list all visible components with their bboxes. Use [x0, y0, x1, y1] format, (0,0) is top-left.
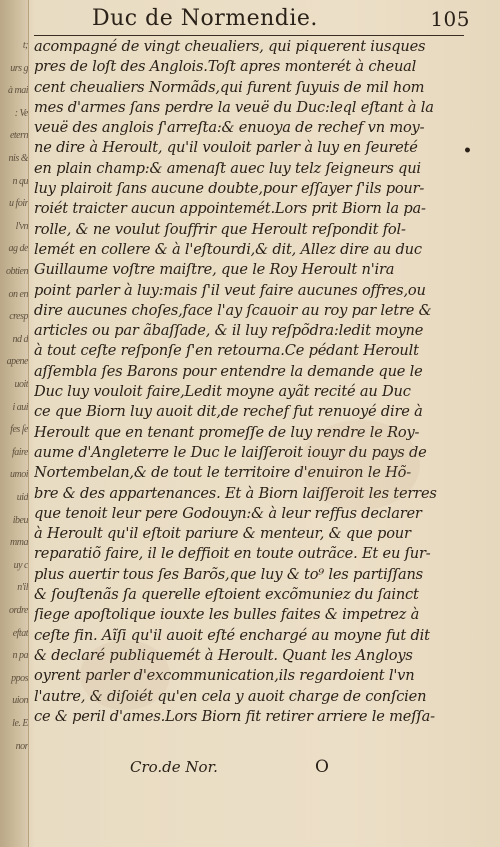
text-line: que tenoit leur pere Godouyn:& à leur reffus declarer [34, 504, 422, 522]
facing-page-fragment: etern [9, 130, 28, 142]
marginal-mark: • [463, 143, 472, 159]
facing-page-fragment: à mai [8, 85, 28, 97]
text-line: aume d'Angleterre le Duc le laiſſeroit iouyr du pays de [34, 443, 427, 461]
facing-page-fragment: : Ve [14, 107, 28, 119]
facing-page-fragment: uid [16, 492, 28, 503]
text-line: à Heroult qu'il eſtoit pariure & menteur, & que pour [34, 525, 411, 543]
text-line: Heroult que en tenant promeſſe de luy rendre le Roy- [34, 423, 420, 441]
text-line: ne dire à Heroult, qu'il vouloit parler à luy en ſeureté [34, 139, 418, 157]
text-line: rolle, & ne voulut ſouffrir que Heroult reſpondit fol- [34, 220, 406, 238]
text-line: reparatiõ faire, il le deffioit en toute outrãce. Et eu ſur- [34, 545, 431, 563]
text-line: bre & des appartenances. Et à Biorn laiſſeroit les terres [34, 484, 437, 502]
text-line: oyrent parler d'excommunication,ils regardoient l'vn [34, 667, 415, 685]
facing-page-fragment: le. E [12, 718, 28, 729]
text-line: Nortembelan,& de tout le territoire d'enuiron le Hõ- [34, 464, 411, 482]
text-line: ce que Biorn luy auoit dit,de rechef fut renuoyé dire à [34, 403, 423, 421]
body-text [34, 37, 444, 727]
facing-page-fragment: l'vn [15, 220, 28, 232]
facing-page-fragment: ag de [8, 243, 28, 255]
text-line: l'autre, & diſoiét qu'en cela y auoit charge de conſcien [34, 687, 427, 705]
facing-page-fragment: umoi [10, 469, 28, 481]
text-line: à tout ceſte reſponſe ſ'en retourna.Ce pédant Heroult [34, 342, 419, 360]
facing-page-fragment: eftat [12, 627, 28, 639]
text-line: Guillaume voſtre maiſtre, que le Roy Heroult n'ira [34, 261, 395, 279]
facing-page-fragment: n'il [17, 582, 28, 594]
facing-page-fragment: apene [6, 356, 28, 368]
facing-page-fragment: ordre [9, 605, 28, 616]
text-line: veuë des anglois ſ'arreſta:& enuoya de rechef vn moy- [34, 119, 425, 137]
facing-page-fragment: n pa [12, 650, 28, 662]
header-rule [34, 35, 464, 36]
facing-page-fragment: mma [10, 537, 28, 549]
facing-page-fragment: uion [12, 695, 28, 707]
facing-page-fragment: uoit [14, 379, 28, 390]
text-line: Duc luy vouloit faire,Ledit moyne ayãt recité au Duc [34, 383, 411, 401]
facing-page-fragment: t; [22, 40, 28, 51]
text-line: en plain champ:& amenaſt auec luy telz ſeigneurs qui [34, 159, 421, 177]
running-head-title: Duc de Normendie. [92, 6, 318, 31]
text-line: mes d'armes ſans perdre la veuë du Duc:leql eſtant à la [34, 98, 434, 116]
text-line: ceſte fin. Aĩſi qu'il auoit eſté enchargé au moyne fut dit [34, 626, 430, 644]
facing-page-fragment: uy c [13, 559, 28, 571]
facing-page-fragment: obtien [6, 266, 28, 277]
facing-page-fragment: cresp [9, 311, 28, 323]
facing-page-fragment: nd d [12, 333, 28, 345]
catchword-signature: Cro.de Nor. [130, 758, 218, 776]
facing-page-fragment: nor [15, 740, 28, 752]
text-line: luy plairoit ſans aucune doubte,pour eſſayer ſ'ils pour- [34, 180, 425, 198]
text-line: lemét en collere & à l'eſtourdi,& dit, Allez dire au duc [34, 240, 422, 258]
facing-page-fragment: ibeu [12, 514, 28, 526]
running-head [50, 6, 470, 32]
facing-page-fragment: on en [8, 288, 28, 300]
facing-page-fragment: u foir [9, 198, 28, 210]
text-line: aſſembla ſes Barons pour entendre la demande que le [34, 362, 423, 380]
text-line: plus auertir tous ſes Barõs,que luy & to⁹ les partiſſans [34, 565, 423, 583]
facing-page-fragment: urs g [10, 62, 28, 74]
paper-stain [300, 420, 420, 510]
facing-page-fragment: i aui [12, 401, 28, 413]
text-line: cent cheualiers Normãds,qui furent ſuyuis de mil hom [34, 78, 425, 96]
facing-page-fragment: fes ſe [10, 424, 28, 436]
text-line: roiét traicter aucun appointemét.Lors prit Biorn la pa- [34, 200, 426, 218]
signature-mark: O [315, 757, 329, 777]
text-line: & declaré publiquemét à Heroult. Quant les Angloys [34, 646, 413, 664]
facing-page-fragment: ppos [11, 672, 28, 684]
facing-page-fragment: faire [11, 446, 28, 458]
facing-page-fragment: nis & [8, 153, 28, 164]
text-line: dire aucunes choſes,face l'ay ſcauoir au roy par letre & [34, 301, 432, 319]
text-line: point parler à luy:mais ſ'il veut faire aucunes offres,ou [34, 281, 426, 299]
text-line: articles ou par ãbaſſade, & il luy reſpõdra:ledit moyne [34, 322, 424, 340]
paper-stain [80, 640, 170, 710]
facing-page-fragment: n qu [12, 175, 28, 187]
text-line: acompagné de vingt cheualiers, qui piquerent iusques [34, 38, 426, 55]
facing-page-edge [0, 0, 29, 847]
text-line: & ſouſtenãs ſa querelle eſtoient excõmuniez du ſainct [34, 586, 419, 604]
text-line: ce & peril d'ames.Lors Biorn fit retirer arriere le meſſa- [34, 707, 435, 725]
text-line: ſiege apoſtolique iouxte les bulles faites & impetrez à [34, 606, 420, 624]
page-number: 105 [430, 7, 470, 31]
text-line: pres de loſt des Anglois.Toſt apres monterét à cheual [34, 58, 417, 76]
